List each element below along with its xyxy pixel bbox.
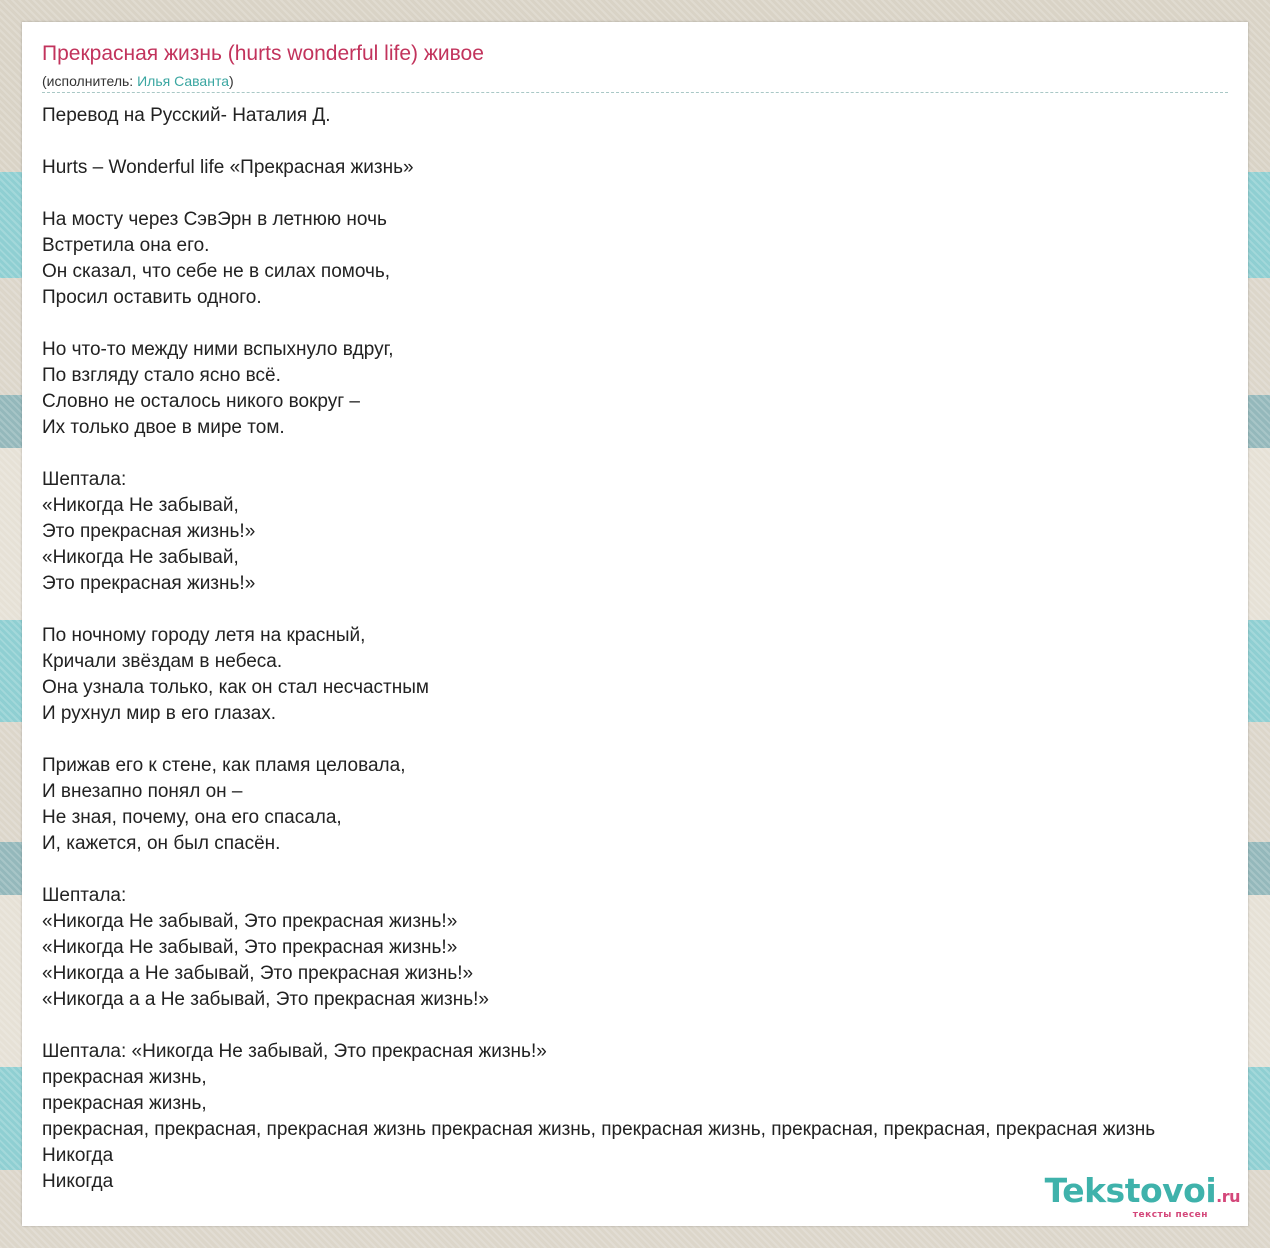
lyric-line: Шептала: «Никогда Не забывай, Это прекрасная жизнь!»	[42, 1041, 547, 1062]
lyric-line	[42, 597, 1155, 623]
logo-wordmark	[1044, 1171, 1240, 1212]
lyric-line: Никогда	[42, 1145, 114, 1166]
lyric-line	[42, 857, 1155, 883]
lyric-line: По взгляду стало ясно всё.	[42, 365, 281, 386]
lyric-line: Она узнала только, как он стал несчастным	[42, 677, 429, 698]
lyric-line: На мосту через СэвЭрн в летнюю ночь	[42, 209, 387, 230]
lyric-line: «Никогда Не забывай, Это прекрасная жизнь!»	[42, 937, 458, 958]
lyric-line: «Никогда а а Не забывай, Это прекрасная жизнь!»	[42, 989, 489, 1010]
lyric-line: «Никогда Не забывай,	[42, 495, 239, 516]
lyric-line	[42, 311, 1155, 337]
lyric-line: прекрасная, прекрасная, прекрасная жизнь прекрасная жизнь, прекрасная жизнь, прекрасная, прекрасная, прекрасная жизнь	[42, 1119, 1156, 1140]
lyric-line: И внезапно понял он –	[42, 781, 243, 802]
page-title: Прекрасная жизнь (hurts wonderful life) живое	[42, 42, 484, 65]
lyric-line: Просил оставить одного.	[42, 287, 262, 308]
artist-suffix: )	[228, 73, 234, 89]
lyric-line: И, кажется, он был спасён.	[42, 833, 281, 854]
content-panel	[22, 22, 1248, 1226]
lyric-line: «Никогда Не забывай, Это прекрасная жизнь!»	[42, 911, 458, 932]
lyric-line: Прижав его к стене, как пламя целовала,	[42, 755, 406, 776]
lyric-line: Перевод на Русский- Наталия Д.	[42, 105, 331, 126]
lyric-line	[42, 1013, 1155, 1039]
lyric-line: Никогда	[42, 1171, 114, 1192]
lyric-line: прекрасная жизнь,	[42, 1067, 207, 1088]
lyric-line: Шептала:	[42, 885, 127, 906]
artist-prefix: (исполнитель:	[42, 73, 138, 89]
lyric-line: Hurts – Wonderful life «Прекрасная жизнь»	[42, 157, 414, 178]
lyric-line	[42, 727, 1155, 753]
lyric-line: Но что-то между ними вспыхнуло вдруг,	[42, 339, 394, 360]
lyric-line: Это прекрасная жизнь!»	[42, 573, 256, 594]
lyric-line: прекрасная жизнь,	[42, 1093, 207, 1114]
lyric-line	[42, 441, 1155, 467]
lyric-line: По ночному городу летя на красный,	[42, 625, 366, 646]
lyric-line	[42, 181, 1155, 207]
lyric-line: «Никогда Не забывай,	[42, 547, 239, 568]
lyric-line: Он сказал, что себе не в силах помочь,	[42, 261, 391, 282]
title-divider	[42, 92, 1228, 93]
lyric-line: «Никогда а Не забывай, Это прекрасная жизнь!»	[42, 963, 474, 984]
lyric-line: И рухнул мир в его глазах.	[42, 703, 277, 724]
lyric-line	[42, 129, 1155, 155]
lyric-line: Встретила она его.	[42, 235, 210, 256]
site-logo[interactable]	[1044, 1171, 1240, 1220]
lyric-line: Кричали звёздам в небеса.	[42, 651, 283, 672]
logo-subtitle: тексты песен	[1132, 1210, 1208, 1220]
lyric-line: Не зная, почему, она его спасала,	[42, 807, 342, 828]
lyric-line: Словно не осталось никого вокруг –	[42, 391, 360, 412]
artist-line	[42, 73, 234, 89]
lyric-line: Шептала:	[42, 469, 127, 490]
artist-link[interactable]: Илья Саванта	[137, 73, 229, 89]
logo-tld: .ru	[1216, 1187, 1240, 1206]
lyrics-text	[42, 103, 1155, 1195]
lyric-line: Их только двое в мире том.	[42, 417, 285, 438]
logo-name: Tekstovoi	[1044, 1171, 1217, 1210]
lyric-line: Это прекрасная жизнь!»	[42, 521, 256, 542]
